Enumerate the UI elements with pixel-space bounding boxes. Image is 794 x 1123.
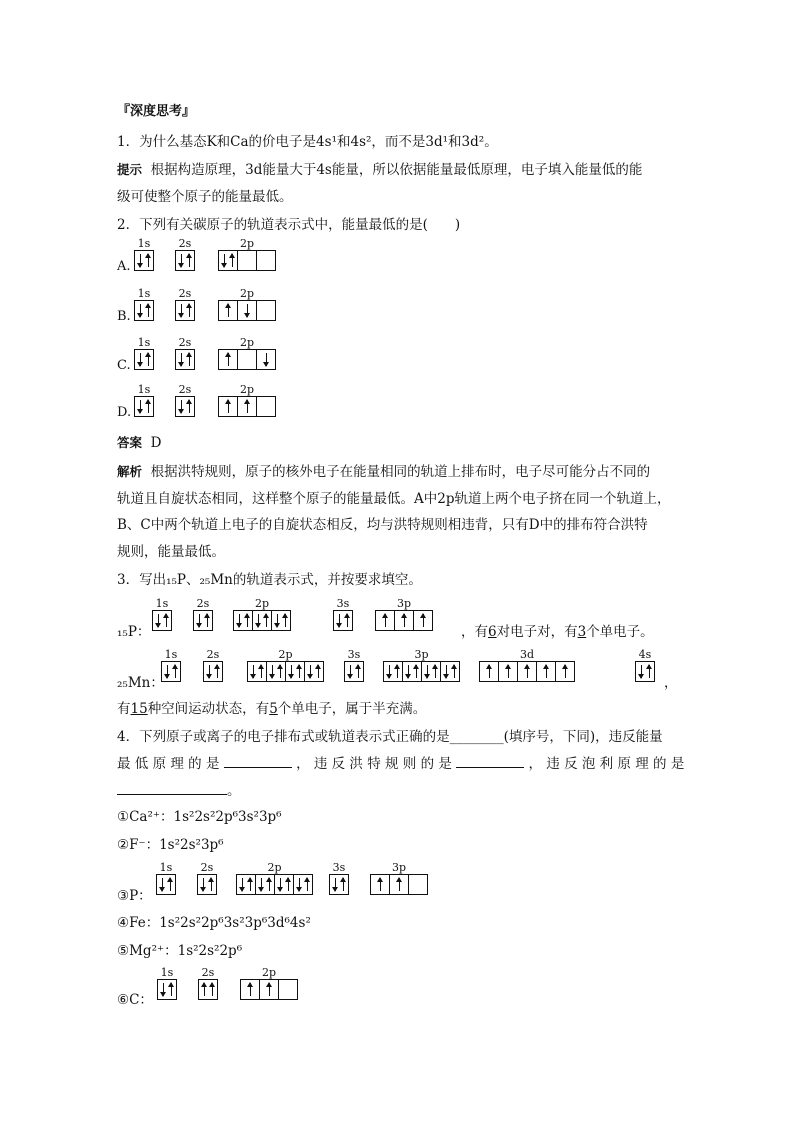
spin-up-arrow-icon (189, 304, 190, 317)
spin-up-arrow-icon (280, 665, 281, 678)
option-letter: A. (117, 259, 131, 274)
orbital-box (414, 611, 432, 630)
orbital-label: 2p (261, 966, 277, 979)
orbital-label: 3p (414, 648, 429, 661)
spin-down-arrow-icon (291, 665, 292, 678)
spin-down-arrow-icon (641, 665, 642, 678)
spin-down-arrow-icon (272, 665, 273, 678)
analysis-line-1: 解析 根据洪特规则，原子的核外电子在能量相同的轨道上排布时，电子尽可能分占不同的 (117, 464, 651, 480)
p-label: ₁₅P： (117, 624, 151, 640)
spin-up-arrow-icon (454, 665, 455, 678)
spin-up-arrow-icon (148, 304, 149, 317)
orbital-group-2p (218, 287, 276, 321)
spin-down-arrow-icon (280, 878, 281, 891)
orbital-group-1s (161, 648, 181, 682)
spin-up-arrow-icon (358, 665, 359, 678)
question-3: 3．写出₁₅P、₂₅Mn的轨道表示式，并按要求填空。 (117, 572, 422, 588)
orbital-box (198, 875, 216, 894)
orbital-box (403, 662, 422, 681)
orbital-group-2p (218, 336, 276, 370)
orbital-label: 4s (638, 648, 652, 661)
spin-down-arrow-icon (408, 665, 409, 678)
spin-down-arrow-icon (277, 614, 278, 627)
orbital-box (199, 980, 217, 999)
orbital-label: 2p (239, 237, 255, 250)
orbital-box (135, 251, 153, 270)
orbital-group-3p (370, 861, 428, 895)
spin-down-arrow-icon (299, 878, 300, 891)
orbital-group-2s (203, 648, 223, 682)
orbital-box (537, 662, 556, 681)
orbital-box (257, 251, 275, 270)
spin-up-arrow-icon (299, 665, 300, 678)
orbital-box (518, 662, 537, 681)
spin-up-arrow-icon (207, 614, 208, 627)
spin-up-arrow-icon (189, 400, 190, 413)
orbital-box (238, 301, 257, 320)
option-letter: B. (117, 309, 131, 324)
item-3-label: ③P： (117, 888, 152, 904)
orbital-box (176, 301, 194, 320)
option-letter: D. (117, 405, 132, 420)
spin-up-arrow-icon (397, 665, 398, 678)
orbital-label: 3p (391, 861, 407, 874)
spin-up-arrow-icon (175, 665, 176, 678)
mn-tail: ， (664, 675, 678, 691)
orbital-box (219, 251, 238, 270)
spin-up-arrow-icon (148, 400, 149, 413)
spin-up-arrow-icon (318, 665, 319, 678)
spin-up-arrow-icon (285, 614, 286, 627)
orbital-box (241, 980, 260, 999)
spin-up-arrow-icon (189, 353, 190, 366)
item-4: ④Fe：1s²2s²2p⁶3s²3p⁶3d⁶4s² (117, 915, 311, 931)
spin-down-arrow-icon (167, 665, 168, 678)
spin-down-arrow-icon (427, 665, 428, 678)
orbital-group-2p (218, 237, 276, 271)
mn-single-answer: 5 (269, 701, 278, 717)
orbital-group-2s (198, 966, 218, 1000)
spin-up-arrow-icon (416, 665, 417, 678)
orbital-label: 1s (137, 287, 151, 300)
orbital-label: 3s (332, 861, 346, 874)
spin-down-arrow-icon (140, 304, 141, 317)
spin-down-arrow-icon (247, 304, 248, 317)
spin-down-arrow-icon (446, 665, 447, 678)
analysis-label: 解析 (117, 464, 143, 479)
spin-up-arrow-icon (385, 614, 386, 627)
orbital-box (334, 611, 352, 630)
hint-line-1: 提示 根据构造原理，3d能量大于4s能量，所以依据能量最低原理，电子填入能量低的能 (117, 162, 643, 178)
orbital-label: 2s (178, 237, 192, 250)
orbital-box (176, 350, 194, 369)
spin-up-arrow-icon (228, 304, 229, 317)
question-4-line-1: 4．下列原子或离子的电子排布式或轨道表示式正确的是________(填序号，下同)，违反能量 (117, 729, 663, 745)
orbital-box (305, 662, 323, 681)
mn-fill-text: 有15种空间运动状态，有5个单电子，属于半充满。 (117, 701, 427, 717)
mn-label: ₂₅Mn： (117, 675, 164, 691)
orbital-label: 2s (178, 287, 192, 300)
orbital-box (204, 662, 222, 681)
orbital-label: 2p (254, 597, 270, 610)
orbital-label: 1s (137, 383, 151, 396)
spin-up-arrow-icon (404, 614, 405, 627)
spin-up-arrow-icon (565, 665, 566, 678)
spin-up-arrow-icon (261, 665, 262, 678)
orbital-box (162, 662, 180, 681)
orbital-label: 1s (164, 648, 178, 661)
orbital-box (158, 980, 176, 999)
orbital-box (238, 350, 257, 369)
orbital-group-2p (240, 966, 298, 1000)
spin-down-arrow-icon (389, 665, 390, 678)
p-single-answer: 3 (577, 624, 587, 640)
spin-up-arrow-icon (269, 878, 270, 891)
spin-up-arrow-icon (343, 878, 344, 891)
spin-down-arrow-icon (181, 304, 182, 317)
spin-up-arrow-icon (204, 983, 205, 996)
orbital-box (238, 397, 257, 416)
spin-up-arrow-icon (247, 614, 248, 627)
mn-states-answer: 15 (130, 701, 148, 717)
spin-up-arrow-icon (250, 878, 251, 891)
orbital-group-3p (375, 597, 433, 631)
orbital-box (135, 350, 153, 369)
p-pairs-answer: 6 (488, 624, 497, 640)
spin-up-arrow-icon (380, 878, 381, 891)
blank-hund[interactable] (456, 753, 524, 768)
orbital-box (294, 875, 312, 894)
spin-down-arrow-icon (209, 665, 210, 678)
spin-up-arrow-icon (148, 254, 149, 267)
p-fill-text: ，有6对电子对，有3个单电子。 (461, 624, 654, 640)
orbital-group-1s (134, 336, 154, 370)
spin-up-arrow-icon (170, 878, 171, 891)
spin-down-arrow-icon (162, 878, 163, 891)
spin-up-arrow-icon (148, 353, 149, 366)
spin-down-arrow-icon (158, 614, 159, 627)
blank-pauli[interactable] (117, 780, 227, 795)
orbital-box (384, 662, 403, 681)
spin-down-arrow-icon (140, 400, 141, 413)
spin-up-arrow-icon (232, 254, 233, 267)
spin-down-arrow-icon (239, 614, 240, 627)
orbital-label: 2p (239, 383, 255, 396)
spin-up-arrow-icon (171, 983, 172, 996)
orbital-box (219, 397, 238, 416)
spin-up-arrow-icon (423, 614, 424, 627)
item-6-label: ⑥C： (117, 992, 153, 1008)
orbital-box (256, 875, 275, 894)
spin-down-arrow-icon (181, 400, 182, 413)
orbital-box (176, 397, 194, 416)
orbital-group-2s (175, 383, 195, 417)
orbital-box (219, 350, 238, 369)
orbital-label: 2s (178, 383, 192, 396)
orbital-label: 2s (196, 597, 210, 610)
orbital-label: 3s (347, 648, 361, 661)
question-4-line-3: 。 (117, 779, 241, 799)
spin-up-arrow-icon (508, 665, 509, 678)
orbital-box (480, 662, 499, 681)
spin-down-arrow-icon (203, 878, 204, 891)
orbital-label: 1s (155, 597, 169, 610)
orbital-label: 1s (160, 966, 174, 979)
orbital-label: 2p (239, 287, 255, 300)
orbital-group-2p (218, 383, 276, 417)
orbital-group-4s (635, 648, 655, 682)
orbital-label: 1s (137, 237, 151, 250)
orbital-box (234, 611, 253, 630)
spin-up-arrow-icon (399, 878, 400, 891)
orbital-box (219, 301, 238, 320)
spin-down-arrow-icon (253, 665, 254, 678)
orbital-label: 2p (239, 336, 255, 349)
item-1: ①Ca²⁺：1s²2s²2p⁶3s²3p⁶ (117, 809, 282, 825)
spin-down-arrow-icon (335, 878, 336, 891)
question-2: 2．下列有关碳原子的轨道表示式中，能量最低的是( ) (117, 217, 461, 233)
spin-down-arrow-icon (242, 878, 243, 891)
orbital-box (260, 980, 279, 999)
orbital-box (286, 662, 305, 681)
spin-up-arrow-icon (546, 665, 547, 678)
orbital-group-2s (175, 336, 195, 370)
spin-up-arrow-icon (347, 614, 348, 627)
spin-down-arrow-icon (261, 878, 262, 891)
orbital-box (371, 875, 390, 894)
orbital-box (330, 875, 348, 894)
orbital-group-1s (134, 237, 154, 271)
item-5: ⑤Mg²⁺：1s²2s²2p⁶ (117, 943, 243, 959)
orbital-box (257, 350, 275, 369)
answer-label: 答案 (117, 435, 143, 450)
spin-up-arrow-icon (649, 665, 650, 678)
spin-up-arrow-icon (217, 665, 218, 678)
option-letter: C. (117, 358, 131, 373)
orbital-box (267, 662, 286, 681)
orbital-label: 2s (200, 861, 214, 874)
orbital-label: 3d (519, 648, 535, 661)
question-1: 1．为什么基态K和Ca的价电子是4s¹和4s²，而不是3d¹和3d²。 (117, 134, 498, 150)
spin-up-arrow-icon (266, 614, 267, 627)
spin-down-arrow-icon (266, 353, 267, 366)
orbital-box (499, 662, 518, 681)
spin-up-arrow-icon (228, 353, 229, 366)
orbital-box (237, 875, 256, 894)
spin-down-arrow-icon (163, 983, 164, 996)
orbital-group-2p (247, 648, 324, 682)
hint-label: 提示 (117, 162, 143, 177)
spin-up-arrow-icon (211, 878, 212, 891)
orbital-box (636, 662, 654, 681)
analysis-line-2: 轨道且自旋状态相同，这样整个原子的能量最低。A中2p轨道上两个电子挤在同一个轨道上， (117, 491, 671, 507)
orbital-label: 2s (206, 648, 220, 661)
orbital-label: 1s (159, 861, 173, 874)
spin-down-arrow-icon (140, 353, 141, 366)
orbital-group-3p (383, 648, 460, 682)
spin-down-arrow-icon (350, 665, 351, 678)
spin-up-arrow-icon (212, 983, 213, 996)
spin-up-arrow-icon (489, 665, 490, 678)
answer-value: D (150, 435, 162, 451)
orbital-group-3s (344, 648, 364, 682)
orbital-box (135, 397, 153, 416)
orbital-box (390, 875, 409, 894)
orbital-group-2s (175, 287, 195, 321)
spin-down-arrow-icon (140, 254, 141, 267)
orbital-box (441, 662, 459, 681)
orbital-label: 1s (137, 336, 151, 349)
orbital-group-1s (134, 287, 154, 321)
spin-down-arrow-icon (199, 614, 200, 627)
orbital-box (176, 251, 194, 270)
orbital-box (272, 611, 290, 630)
orbital-box (135, 301, 153, 320)
orbital-box (238, 251, 257, 270)
blank-energy[interactable] (224, 753, 292, 768)
spin-up-arrow-icon (250, 983, 251, 996)
orbital-group-2p (236, 861, 313, 895)
spin-down-arrow-icon (224, 254, 225, 267)
spin-up-arrow-icon (189, 254, 190, 267)
spin-up-arrow-icon (247, 400, 248, 413)
hint-line-2: 级可使整个原子的能量最低。 (117, 189, 293, 205)
orbital-group-2p (233, 597, 291, 631)
spin-down-arrow-icon (181, 353, 182, 366)
orbital-box (248, 662, 267, 681)
orbital-label: 2p (267, 861, 282, 874)
orbital-group-3s (329, 861, 349, 895)
orbital-box (556, 662, 574, 681)
orbital-group-2s (175, 237, 195, 271)
spin-up-arrow-icon (288, 878, 289, 891)
orbital-box (345, 662, 363, 681)
answer-line (117, 433, 161, 451)
spin-down-arrow-icon (181, 254, 182, 267)
spin-up-arrow-icon (228, 400, 229, 413)
orbital-box (376, 611, 395, 630)
orbital-box (279, 980, 297, 999)
orbital-box (194, 611, 212, 630)
item-2: ②F⁻：1s²2s²3p⁶ (117, 837, 224, 853)
orbital-group-1s (157, 966, 177, 1000)
orbital-box (275, 875, 294, 894)
orbital-group-3d (479, 648, 575, 682)
orbital-box (409, 875, 427, 894)
spin-down-arrow-icon (258, 614, 259, 627)
orbital-group-1s (152, 597, 172, 631)
spin-up-arrow-icon (166, 614, 167, 627)
orbital-box (422, 662, 441, 681)
orbital-group-2s (193, 597, 213, 631)
analysis-line-3: B、C中两个轨道上电子的自旋状态相反，均与洪特规则相违背，只有D中的排布符合洪特 (117, 517, 648, 533)
orbital-box (153, 611, 171, 630)
spin-up-arrow-icon (435, 665, 436, 678)
orbital-group-2s (197, 861, 217, 895)
spin-down-arrow-icon (339, 614, 340, 627)
orbital-box (257, 397, 275, 416)
orbital-box (395, 611, 414, 630)
orbital-label: 2s (201, 966, 215, 979)
orbital-label: 3s (336, 597, 350, 610)
spin-up-arrow-icon (269, 983, 270, 996)
section-heading: 『深度思考』 (117, 104, 196, 119)
orbital-label: 2s (178, 336, 192, 349)
spin-down-arrow-icon (310, 665, 311, 678)
orbital-label: 2p (278, 648, 293, 661)
orbital-box (157, 875, 175, 894)
orbital-box (253, 611, 272, 630)
orbital-group-3s (333, 597, 353, 631)
analysis-line-4: 规则，能量最低。 (117, 544, 225, 560)
question-4-line-2: 最 低 原 理 的 是 ， 违 反 洪 特 规 则 的 是 ， 违 反 泡 利 原 理 的 是 (117, 752, 684, 772)
orbital-group-1s (134, 383, 154, 417)
orbital-box (257, 301, 275, 320)
spin-up-arrow-icon (527, 665, 528, 678)
orbital-group-1s (156, 861, 176, 895)
spin-up-arrow-icon (307, 878, 308, 891)
orbital-label: 3p (396, 597, 412, 610)
